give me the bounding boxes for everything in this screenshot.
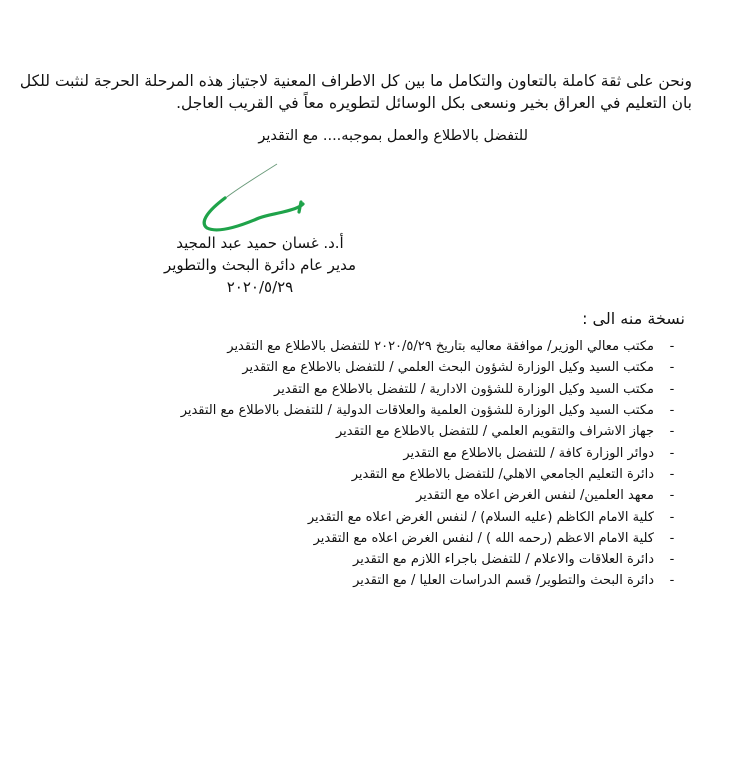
body-paragraph (19, 70, 692, 114)
cc-list-item (181, 336, 690, 357)
signature-stroke-thin (223, 164, 277, 200)
cc-list-item (181, 485, 690, 506)
cc-list-item (181, 506, 690, 527)
signer-title: مدير عام دائرة البحث والتطوير (163, 256, 357, 274)
cc-list (181, 336, 690, 592)
closing-line: للتفضل بالاطلاع والعمل بموجبه.... مع التقدير (258, 128, 528, 144)
cc-item-text: مكتب السيد وكيل الوزارة للشؤون الادارية / للتفضل بالاطلاع مع التقدير (274, 381, 654, 397)
signature-date: ٢٠٢٠/٥/٢٩ (226, 278, 294, 296)
cc-list-item (181, 570, 690, 591)
bullet-dash: - (669, 552, 675, 568)
cc-list-item (181, 400, 690, 421)
handwritten-signature (195, 160, 305, 235)
cc-list-item (181, 442, 690, 463)
bullet-dash: - (669, 445, 675, 461)
paragraph-line: بان التعليم في العراق بخير ونسعى بكل الوسائل لتطويره معاً في القريب العاجل. (176, 94, 692, 112)
cc-heading: نسخة منه الى : (582, 309, 685, 328)
paragraph-line: ونحن على ثقة كاملة بالتعاون والتكامل ما بين كل الاطراف المعنية لاجتياز هذه المرحلة الحرجة لنثبت للكل (19, 72, 692, 90)
cc-list-item (181, 379, 690, 400)
bullet-dash: - (669, 509, 675, 525)
signature-stroke-main (204, 198, 303, 230)
cc-item-text: مكتب السيد وكيل الوزارة لشؤون البحث العلمي / للتفضل بالاطلاع مع التقدير (242, 360, 654, 376)
cc-item-text: مكتب السيد وكيل الوزارة للشؤون العلمية والعلاقات الدولية / للتفضل بالاطلاع مع التقدير (180, 403, 654, 419)
cc-list-item (181, 421, 690, 442)
signer-name: أ.د. غسان حميد عبد المجيد (176, 234, 344, 252)
bullet-dash: - (669, 424, 675, 440)
cc-item-text: كلية الامام الكاظم (عليه السلام) / لنفس الغرض اعلاه مع التقدير (307, 509, 654, 525)
bullet-dash: - (669, 403, 675, 419)
signer-block (150, 232, 370, 298)
bullet-dash: - (669, 381, 675, 397)
bullet-dash: - (669, 530, 675, 546)
cc-item-text: مكتب معالي الوزير/ موافقة معاليه بتاريخ ٢٠٢٠/٥/٢٩ للتفضل بالاطلاع مع التقدير (227, 339, 654, 355)
cc-list-item (181, 549, 690, 570)
bullet-dash: - (669, 339, 675, 355)
bullet-dash: - (669, 573, 675, 589)
cc-list-item (181, 464, 690, 485)
cc-item-text: كلية الامام الاعظم (رحمه الله ) / لنفس الغرض اعلاه مع التقدير (313, 530, 654, 546)
cc-item-text: دائرة التعليم الجامعي الاهلي/ للتفضل بالاطلاع مع التقدير (351, 466, 654, 482)
cc-item-text: دائرة البحث والتطوير/ قسم الدراسات العليا / مع التقدير (353, 573, 654, 589)
cc-item-text: دائرة العلاقات والاعلام / للتفضل باجراء اللازم مع التقدير (353, 552, 654, 568)
bullet-dash: - (669, 360, 675, 376)
cc-list-item (181, 528, 690, 549)
cc-list-item (181, 357, 690, 378)
cc-item-text: معهد العلمين/ لنفس الغرض اعلاه مع التقدير (416, 488, 654, 504)
bullet-dash: - (669, 466, 675, 482)
bullet-dash: - (669, 488, 675, 504)
cc-item-text: دوائر الوزارة كافة / للتفضل بالاطلاع مع التقدير (403, 445, 654, 461)
cc-item-text: جهاز الاشراف والتقويم العلمي / للتفضل بالاطلاع مع التقدير (335, 424, 654, 440)
